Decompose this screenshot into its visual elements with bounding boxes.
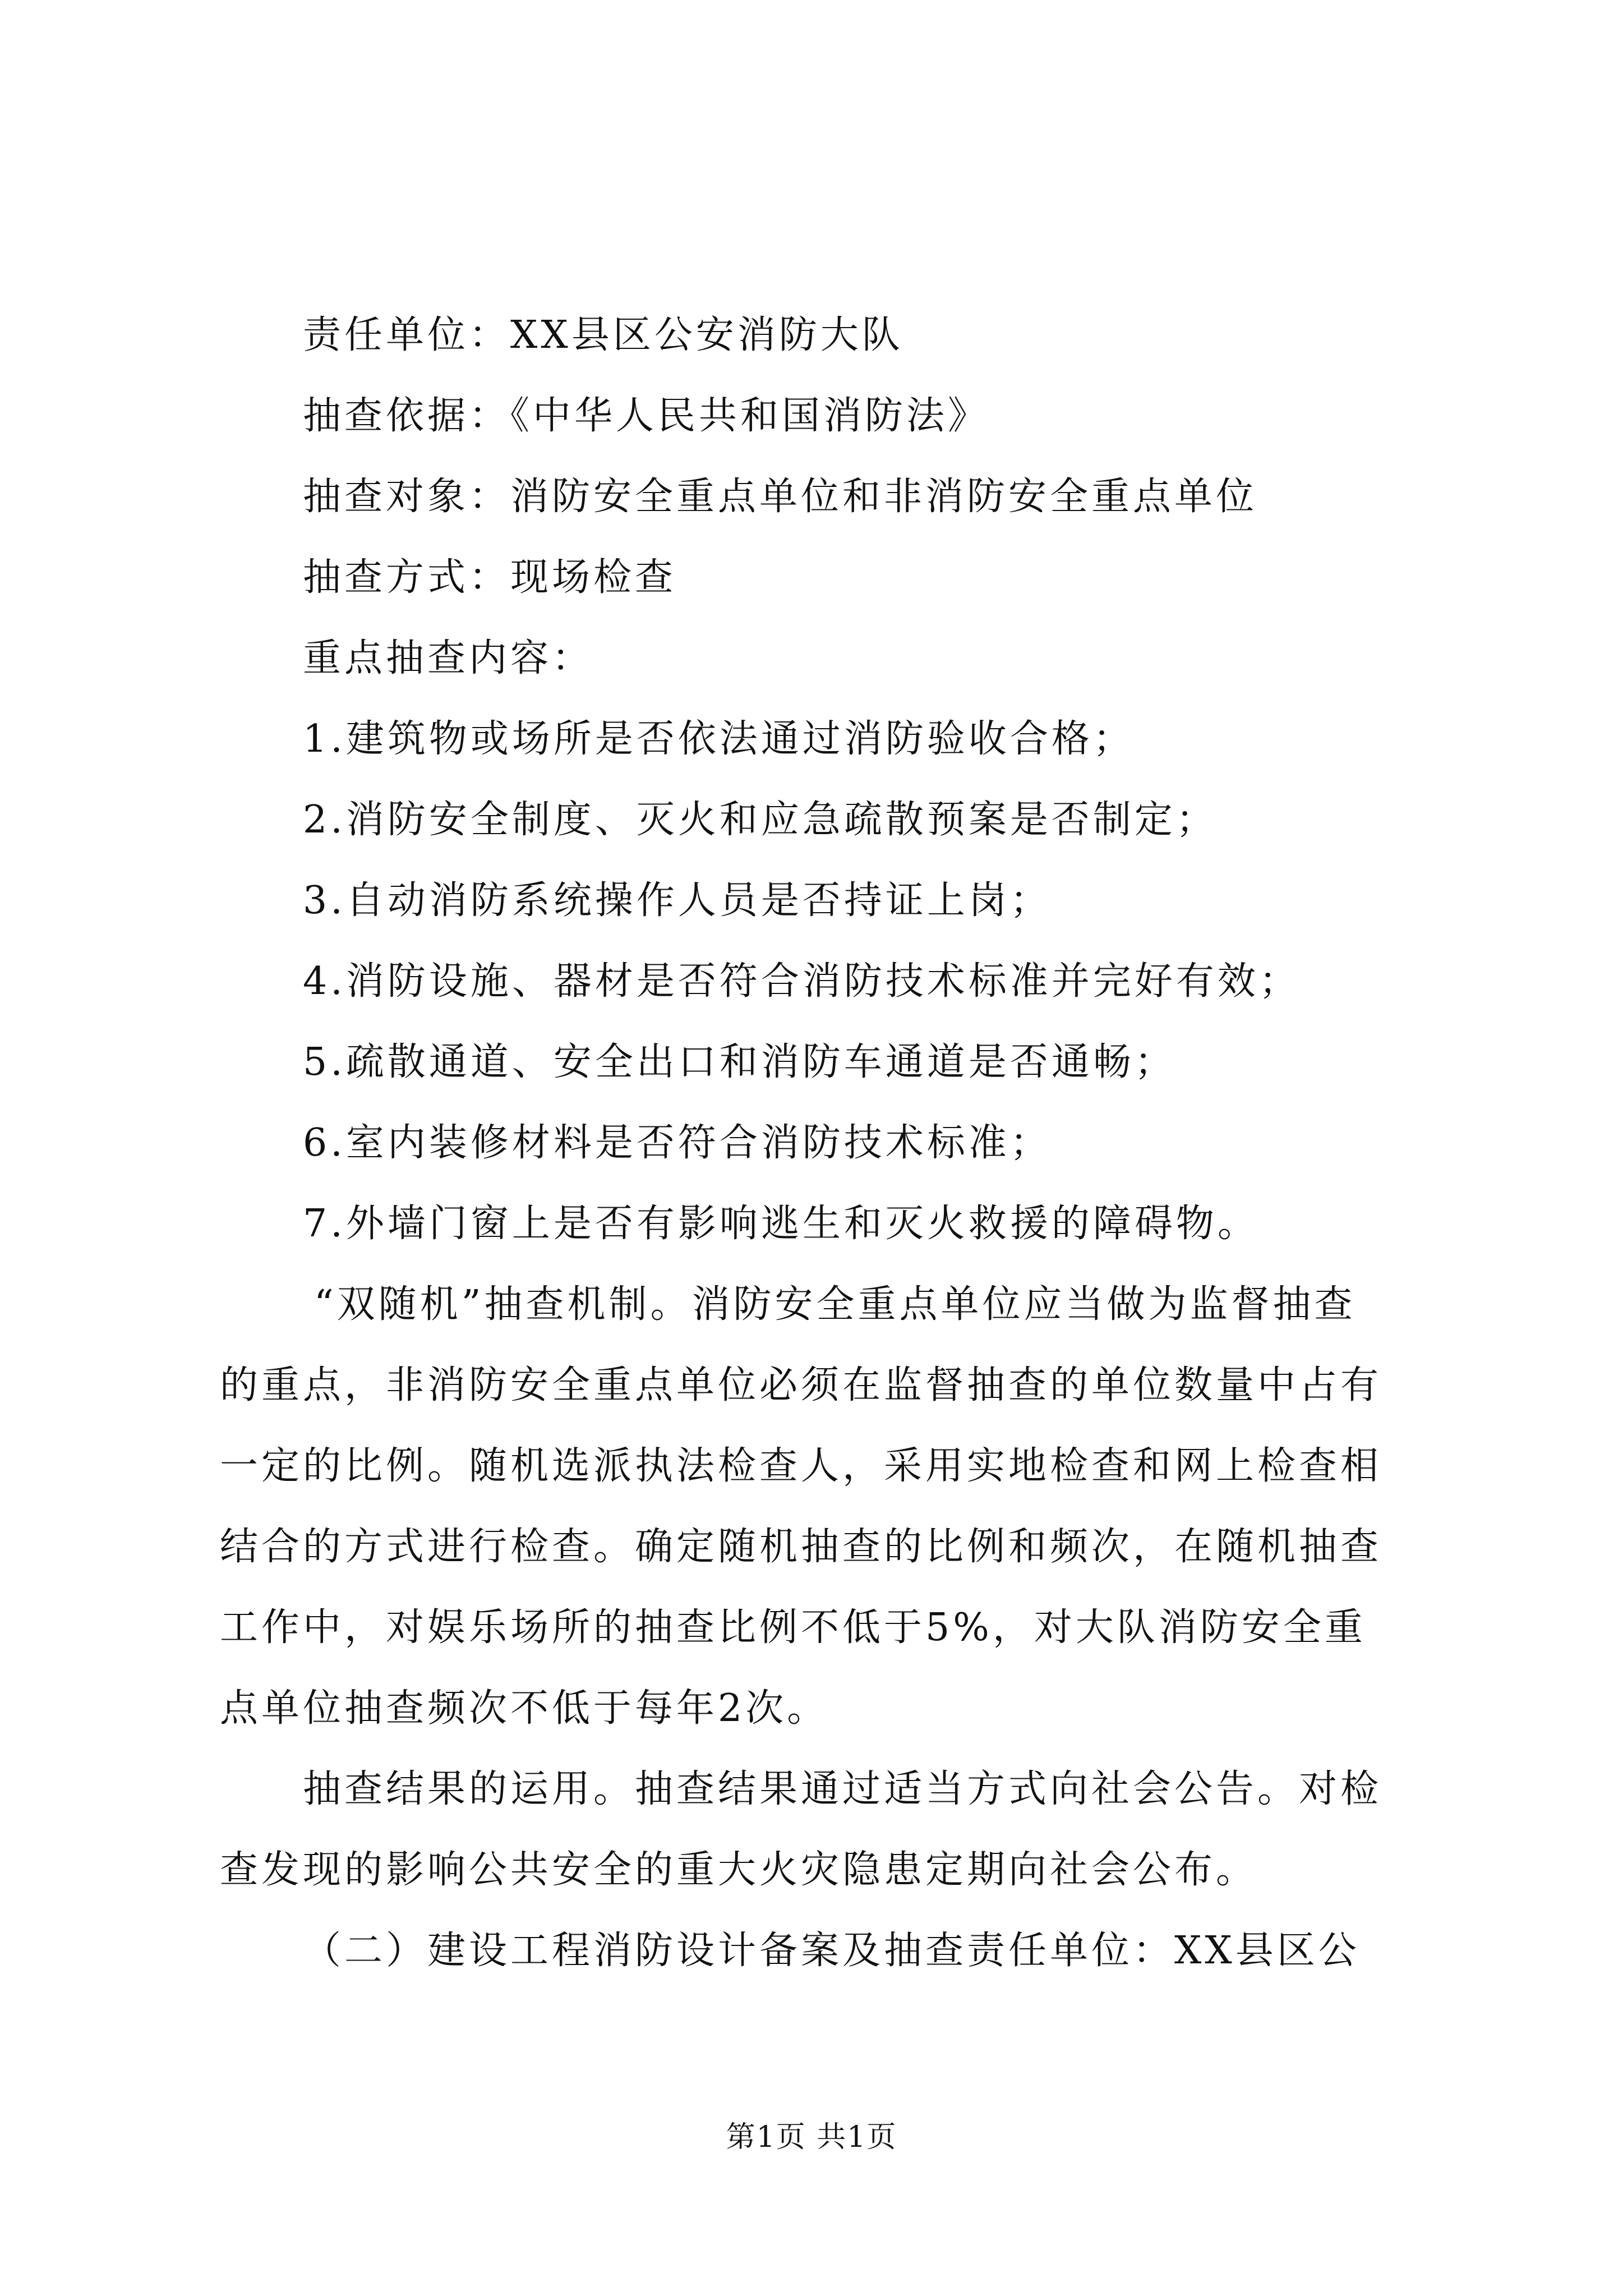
list-item: 4.消防设施、器材是否符合消防技术标准并完好有效； bbox=[303, 959, 1301, 1004]
list-item: 5.疏散通道、安全出口和消防车通道是否通畅； bbox=[303, 1040, 1176, 1084]
list-item: 6.室内装修材料是否符合消防技术标准； bbox=[303, 1121, 1052, 1165]
paragraph-line: 抽查结果的运用。抽查结果通过适当方式向社会公告。对检 bbox=[303, 1767, 1382, 1811]
paragraph-line: 点单位抽查频次不低于每年2次。 bbox=[220, 1686, 829, 1731]
paragraph-line: 的重点，非消防安全重点单位必须在监督抽查的单位数量中占有 bbox=[220, 1363, 1382, 1407]
paragraph-line: 查发现的影响公共安全的重大火灾隐患定期向社会公布。 bbox=[220, 1848, 1258, 1892]
paragraph-line: 结合的方式进行检查。确定随机抽查的比例和频次，在随机抽查 bbox=[220, 1525, 1382, 1569]
inspection-target-line: 抽查对象：消防安全重点单位和非消防安全重点单位 bbox=[303, 475, 1258, 519]
page-footer: 第1页 共1页 bbox=[726, 2120, 897, 2154]
section-heading-line: （二）建设工程消防设计备案及抽查责任单位：XX县区公 bbox=[303, 1929, 1360, 1973]
list-item: 3.自动消防系统操作人员是否持证上岗； bbox=[303, 878, 1052, 923]
paragraph-line: 一定的比例。随机选派执法检查人，采用实地检查和网上检查相 bbox=[220, 1444, 1382, 1488]
paragraph-line: 工作中，对娱乐场所的抽查比例不低于5%，对大队消防安全重 bbox=[220, 1605, 1366, 1650]
inspection-basis-line: 抽查依据：《中华人民共和国消防法》 bbox=[303, 394, 990, 438]
list-item: 1.建筑物或场所是否依法通过消防验收合格； bbox=[303, 717, 1135, 761]
paragraph-line: “双随机”抽查机制。消防安全重点单位应当做为监督抽查 bbox=[314, 1282, 1356, 1327]
responsible-unit-line: 责任单位：XX县区公安消防大队 bbox=[303, 313, 903, 357]
inspection-method-line: 抽查方式：现场检查 bbox=[303, 555, 677, 600]
list-item: 7.外墙门窗上是否有影响逃生和灭火救援的障碍物。 bbox=[303, 1202, 1259, 1246]
list-item: 2.消防安全制度、灭火和应急疏散预案是否制定； bbox=[303, 798, 1218, 842]
key-content-heading: 重点抽查内容： bbox=[303, 636, 594, 680]
